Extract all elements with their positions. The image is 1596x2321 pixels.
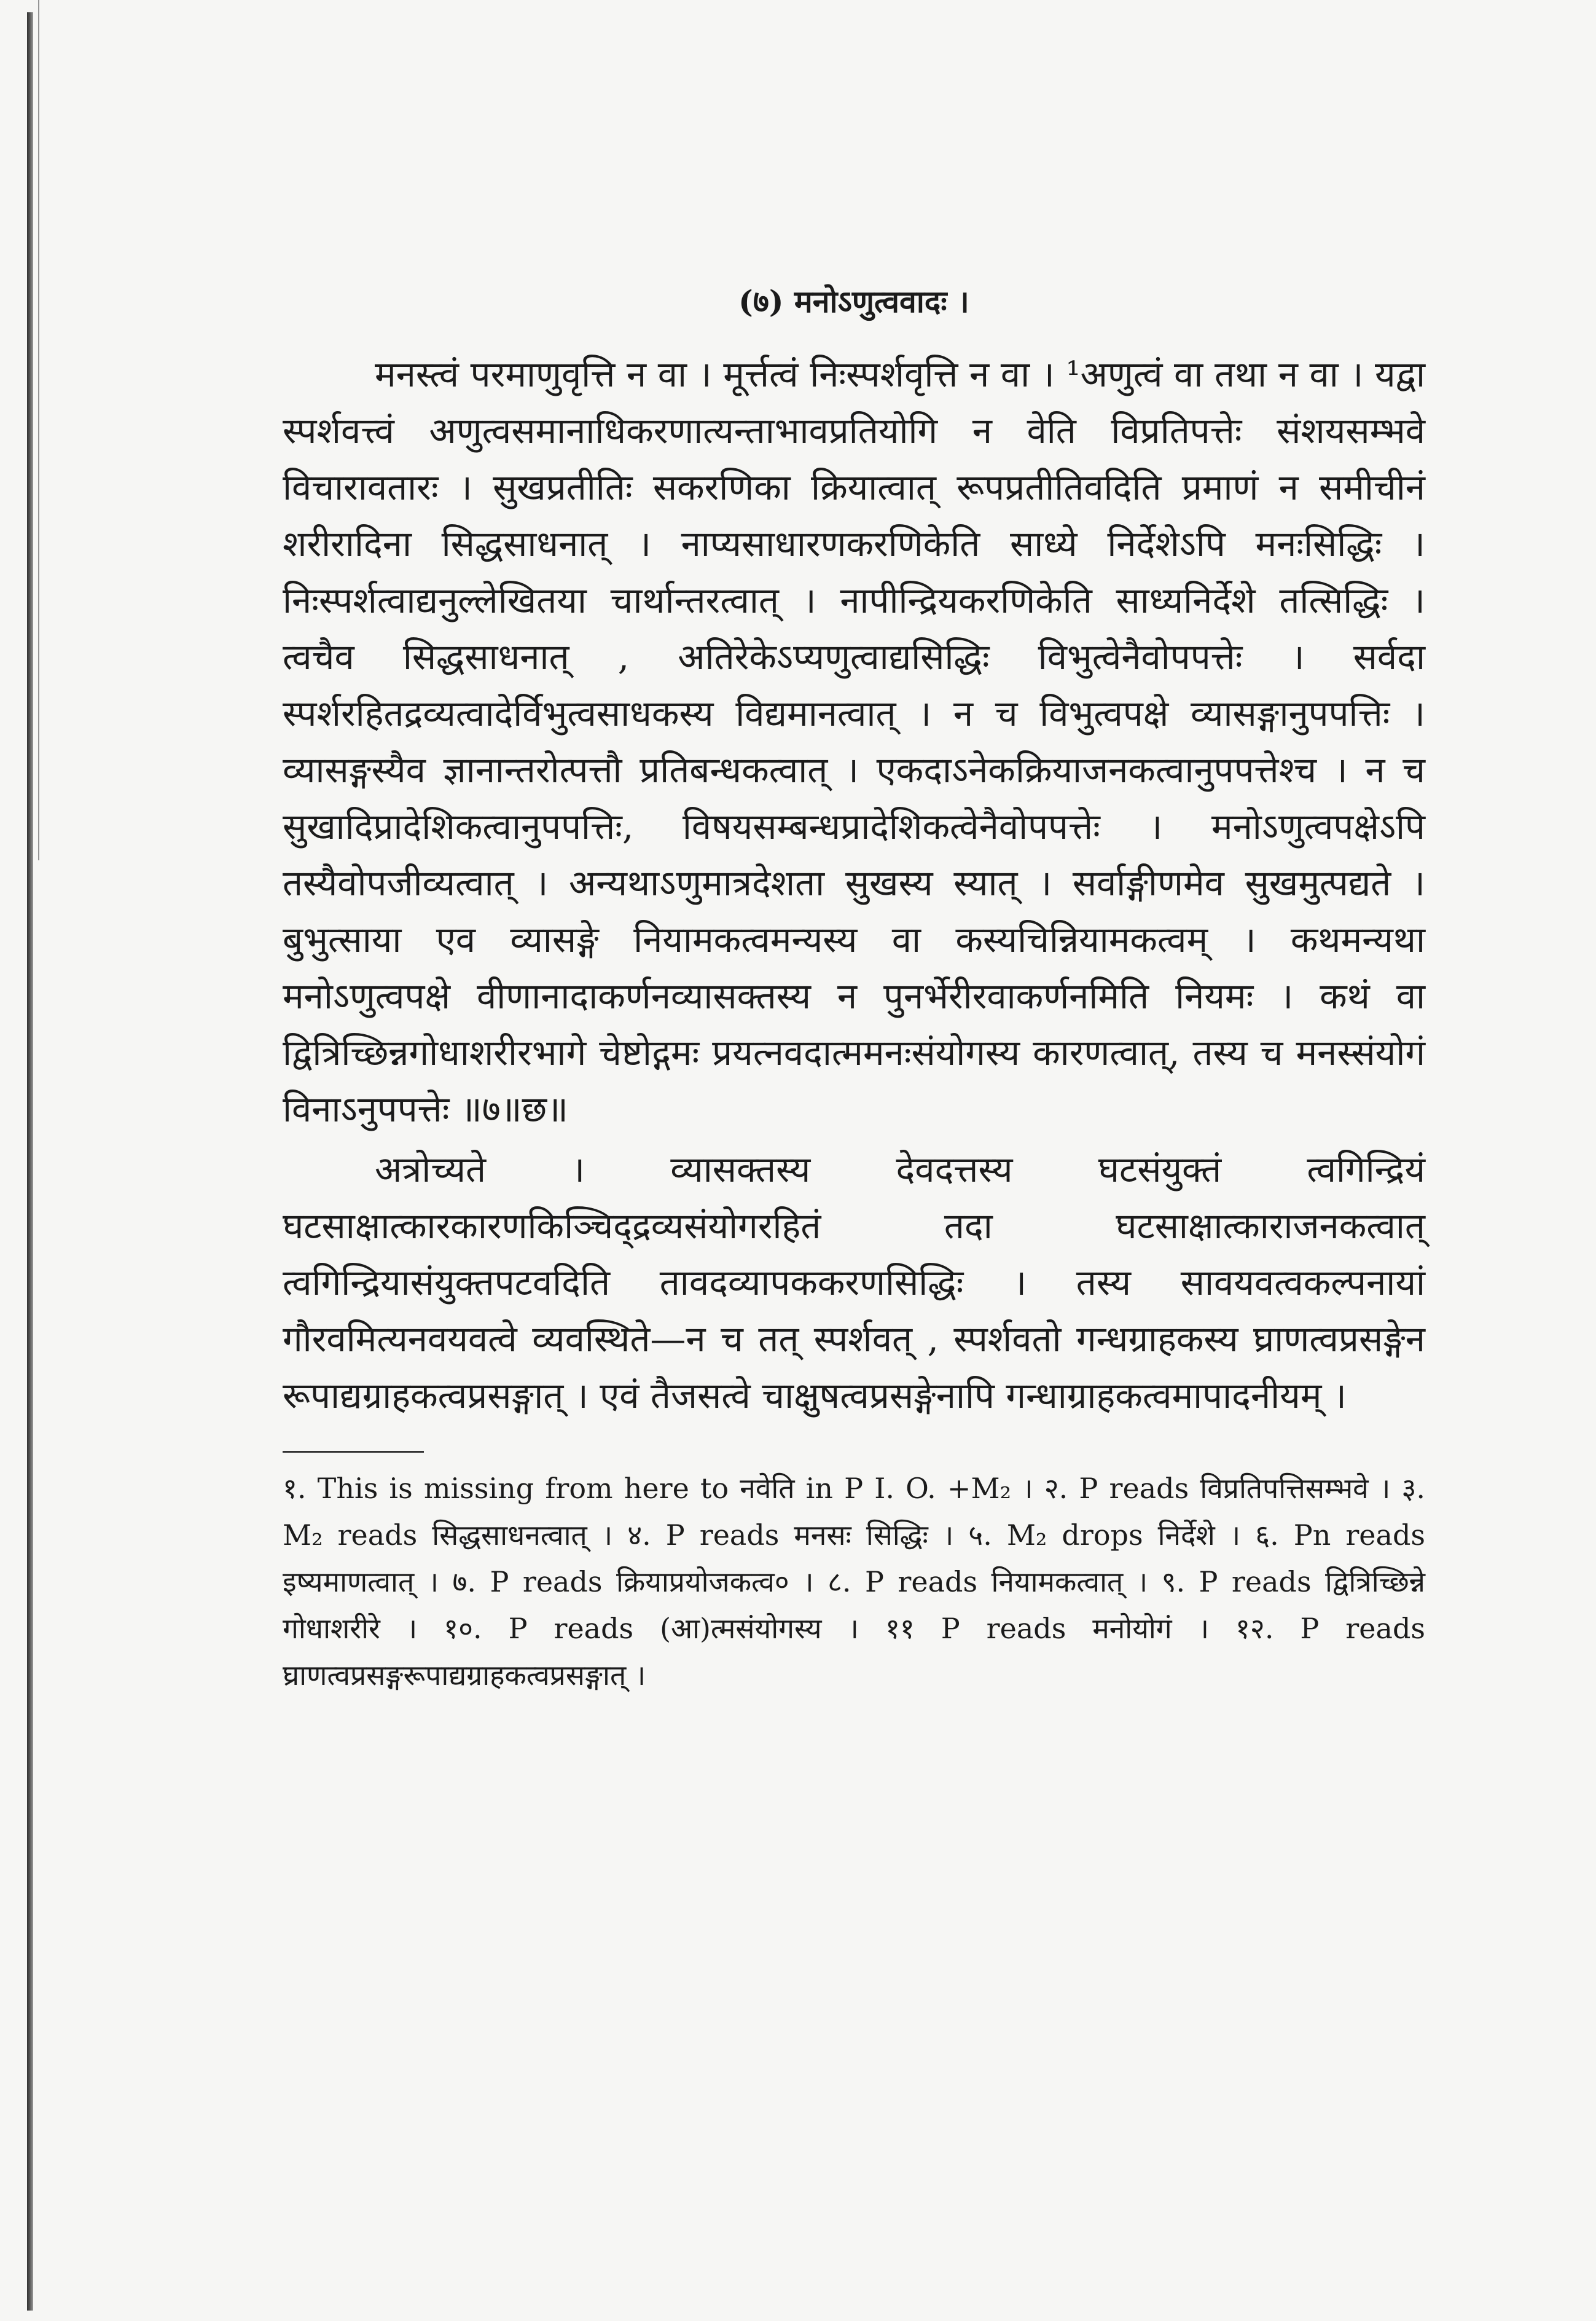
footnote-2: २. P reads विप्रतिपत्तिसम्भवे । — [1044, 1472, 1391, 1505]
footnote-4: ४. P reads मनसः सिद्धिः । — [627, 1518, 954, 1552]
footnote-rule — [283, 1451, 424, 1453]
footnote-1: १. This is missing from here to नवेति in P I. O. +M₂ । — [283, 1472, 1033, 1505]
footnote-11: ११ P reads मनोयोगं । — [885, 1612, 1210, 1645]
footnote-12: १२. P reads घ्राणत्वप्रसङ्गरूपाद्यग्राहकत्वप्रसङ्गात् । — [283, 1612, 1426, 1692]
footnote-9: ९. P reads द्वित्रिच्छिन्ने गोधाशरीरे । — [283, 1565, 1426, 1645]
footnote-10: १०. P reads (आ)त्मसंयोगस्य । — [444, 1612, 859, 1645]
page-content — [283, 280, 1425, 1699]
binding-edge — [27, 12, 33, 2311]
section-heading: (७) मनोऽणुत्ववादः । — [738, 283, 969, 320]
footnote-8: ८. P reads नियामकत्वात् । — [827, 1565, 1148, 1598]
footnotes — [283, 1465, 1425, 1699]
footnote-6: ६. Pn reads इष्यमाणत्वात् । — [283, 1518, 1426, 1598]
footnote-7: ७. P reads क्रियाप्रयोजकत्व० । — [452, 1565, 814, 1598]
footnote-3: ३. M₂ reads सिद्धसाधनत्वात् । — [283, 1472, 1426, 1552]
paragraph-purvapaksha: मनस्त्वं परमाणुवृत्ति न वा । मूर्त्तत्वं निःस्पर्शवृत्ति न वा । ¹अणुत्वं वा तथा न वा । यद्वा स्पर्शवत्त्वं अणुत्वसमानाधिकरणात्यन्ताभावप्रतियोगि न वेति विप्रतिपत्तेः संशयसम्भवे विचारावतारः । सुखप्रतीतिः सकरणिका क्रियात्वात् रूपप्रतीतिवदिति प्रमाणं न समीचीनं शरीरादिना सिद्धसाधनात् । नाप्यसाधारणकरणिकेति साध्ये निर्देशेऽपि मनःसिद्धिः । निःस्पर्शत्वाद्यनुल्लेखितया चार्थान्तरत्वात् । नापीन्द्रियकरणिकेति साध्यनिर्देशे तत्सिद्धिः । त्वचैव सिद्धसाधनात् , अतिरेकेऽप्यणुत्वाद्यसिद्धिः विभुत्वेनैवोपपत्तेः । सर्वदा स्पर्शरहितद्रव्यत्वादेर्विभुत्वसाधकस्य विद्यमानत्वात् । न च विभुत्वपक्षे व्यासङ्गानुपपत्तिः । व्यासङ्गस्यैव ज्ञानान्तरोत्पत्तौ प्रतिबन्धकत्वात् । एकदाऽनेकक्रियाजनकत्वानुपपत्तेश्च । न च सुखादिप्रादेशिकत्वानुपपत्तिः, विषयसम्बन्धप्रादेशिकत्वेनैवोपपत्तेः । मनोऽणुत्वपक्षेऽपि तस्यैवोपजीव्यत्वात् । अन्यथाऽणुमात्रदेशता सुखस्य स्यात् । सर्वाङ्गीणमेव सुखमुत्पद्यते । बुभुत्साया एव व्यासङ्गे नियामकत्वमन्यस्य वा कस्यचिन्नियामकत्वम् । कथमन्यथा मनोऽणुत्वपक्षे वीणानादाकर्णनव्यासक्तस्य न पुनर्भेरीरवाकर्णनमिति नियमः । कथं वा द्वित्रिच्छिन्नगोधाशरीरभागे चेष्टोद्गमः प्रयत्नवदात्ममनःसंयोगस्य कारणत्वात्, तस्य च मनस्संयोगं विनाऽनुपपत्तेः ॥७॥छ॥ — [283, 353, 1425, 1130]
footnote-5: ५. M₂ drops निर्देशे । — [968, 1518, 1241, 1552]
paragraph-siddhanta: अत्रोच्यते । व्यासक्तस्य देवदत्तस्य घटसंयुक्तं त्वगिन्द्रियं घटसाक्षात्कारकारणकिञ्चिद्द्रव्यसंयोगरहितं तदा घटसाक्षात्काराजनकत्वात् त्वगिन्द्रियासंयुक्तपटवदिति तावदव्यापककरणसिद्धिः । तस्य सावयवत्वकल्पनायां गौरवमित्यनवयवत्वे व्यवस्थिते—न च तत् स्पर्शवत् , स्पर्शवतो गन्धग्राहकस्य घ्राणत्वप्रसङ्गेन रूपाद्यग्राहकत्वप्रसङ्गात् । एवं तैजसत्वे चाक्षुषत्वप्रसङ्गेनापि गन्धाग्राहकत्वमापादनीयम् । — [283, 1149, 1425, 1416]
binding-edge-line — [38, 0, 39, 860]
